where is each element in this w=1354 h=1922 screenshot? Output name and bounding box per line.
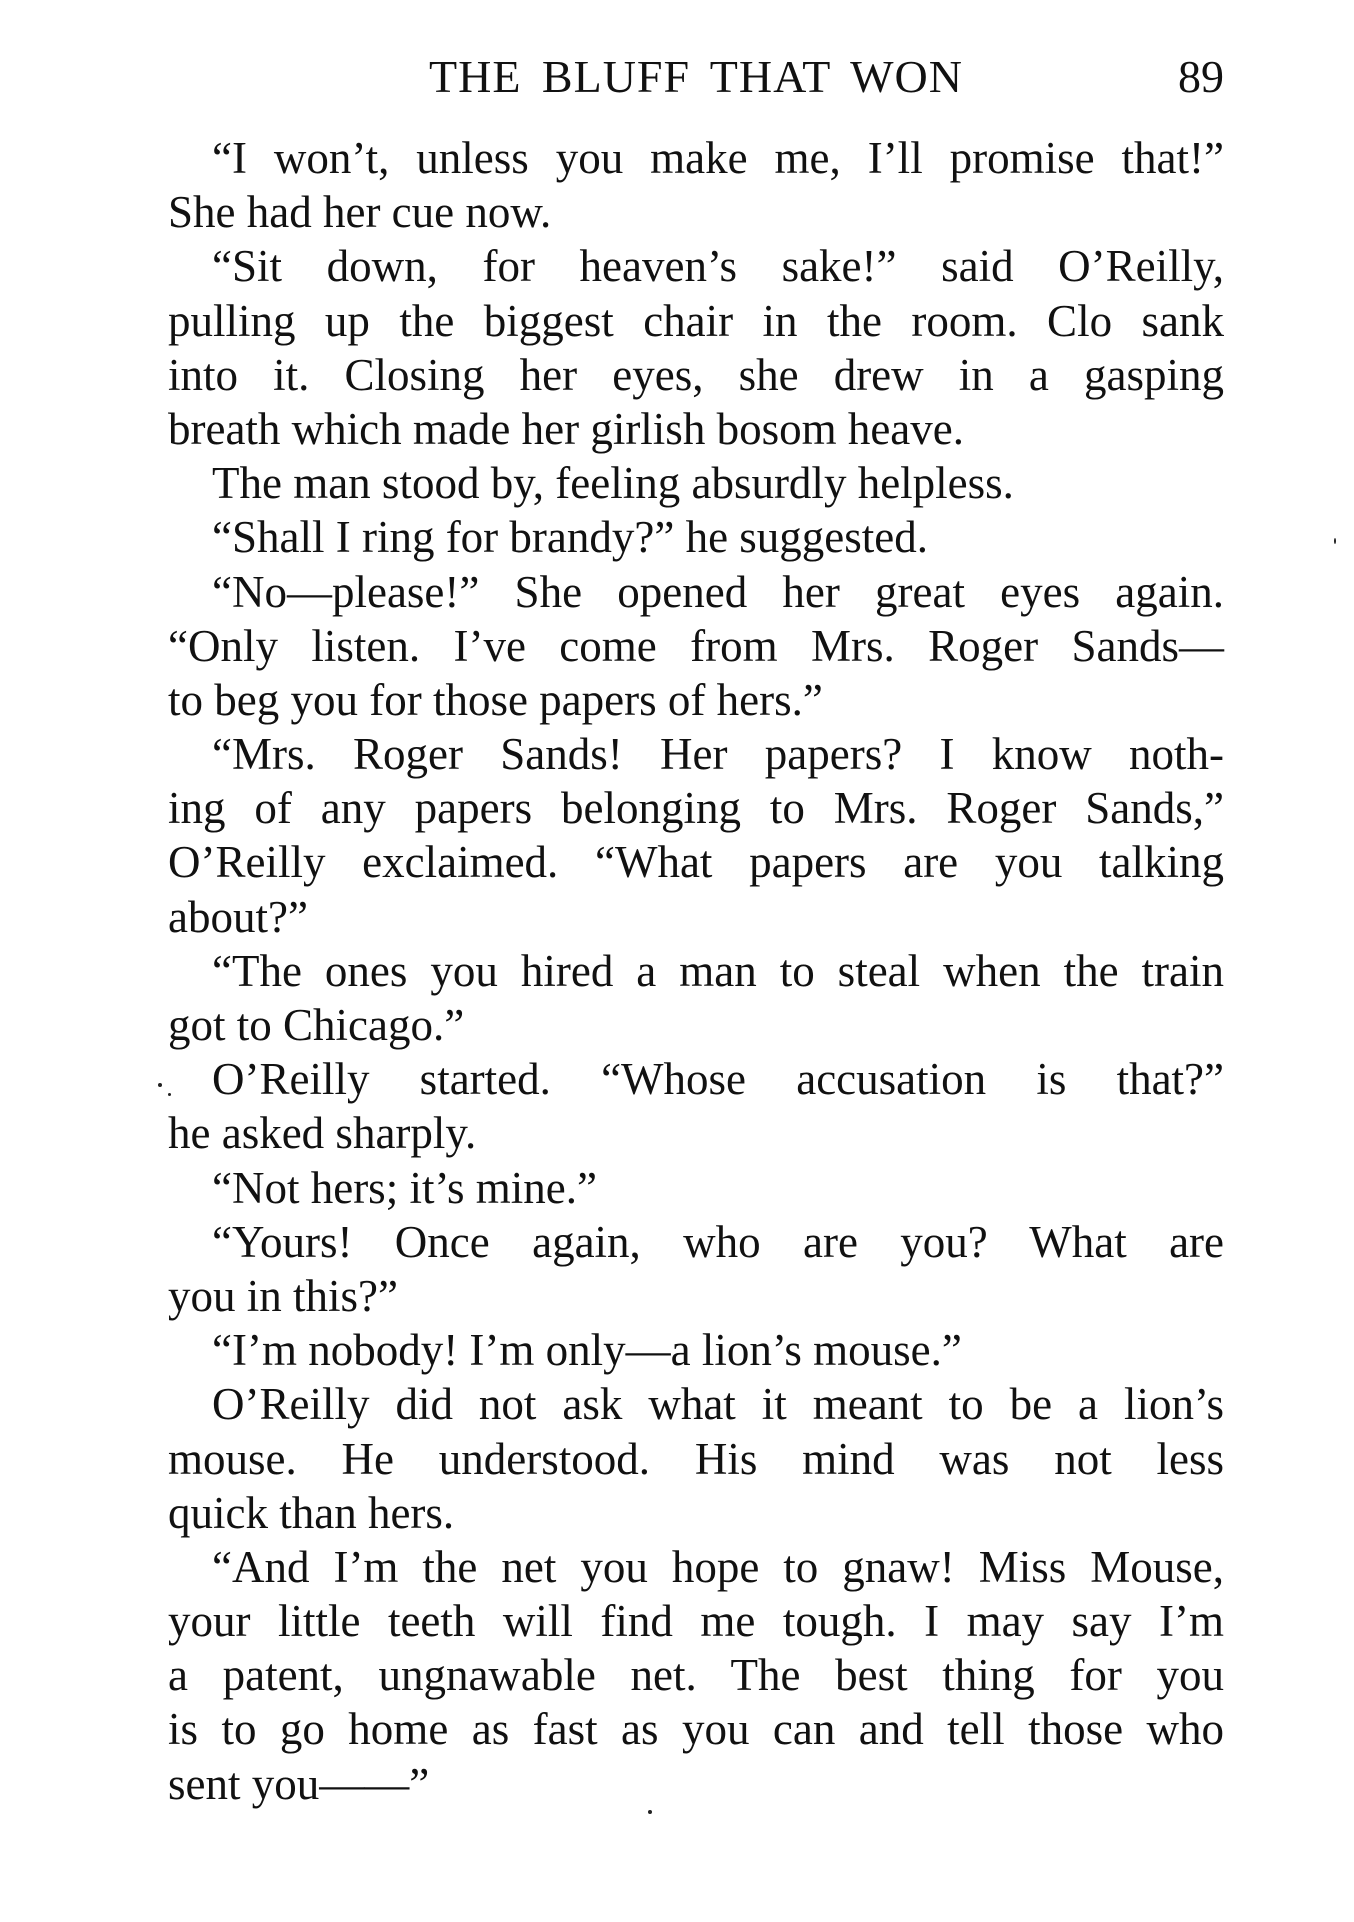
text-line: O’Reilly did not ask what it meant to be a lion’s [212, 1379, 1224, 1430]
text-line: sent you——” [168, 1758, 430, 1809]
text-line: “Not hers; it’s mine.” [212, 1162, 597, 1213]
text-line: about?” [168, 891, 308, 942]
print-speck [158, 1083, 162, 1087]
print-speck [1334, 538, 1336, 544]
text-line: “The ones you hired a man to steal when the train [212, 945, 1224, 996]
text-line: O’Reilly exclaimed. “What papers are you talking [168, 837, 1224, 888]
text-line: is to go home as fast as you can and tell those who [168, 1704, 1224, 1755]
text-line: “Mrs. Roger Sands! Her papers? I know noth- [212, 729, 1224, 780]
text-line: “I’m nobody! I’m only—a lion’s mouse.” [212, 1325, 962, 1376]
text-line: to beg you for those papers of hers.” [168, 674, 823, 725]
text-line: into it. Closing her eyes, she drew in a gasping [168, 349, 1224, 400]
text-line: mouse. He understood. His mind was not less [168, 1433, 1224, 1484]
text-line: a patent, ungnawable net. The best thing for you [168, 1650, 1224, 1701]
text-line: “Only listen. I’ve come from Mrs. Roger Sands— [168, 620, 1224, 671]
body-text [168, 131, 1224, 1811]
text-line: he asked sharply. [168, 1108, 477, 1159]
text-line: O’Reilly started. “Whose accusation is that?” [212, 1054, 1224, 1105]
page-number: 89 [1178, 51, 1224, 102]
text-line: “I won’t, unless you make me, I’ll promise that!” [212, 133, 1224, 183]
text-line: breath which made her girlish bosom heave. [168, 403, 965, 454]
text-line: “No—please!” She opened her great eyes again. [212, 566, 1224, 617]
text-line: pulling up the biggest chair in the room. Clo sank [168, 295, 1224, 346]
text-line: got to Chicago.” [168, 1000, 465, 1050]
text-line: The man stood by, feeling absurdly helpless. [212, 458, 1014, 509]
text-line: She had her cue now. [168, 187, 552, 238]
text-line: you in this?” [168, 1270, 398, 1321]
running-head [168, 44, 1224, 114]
running-title: THE BLUFF THAT WON [429, 51, 963, 102]
text-line: your little teeth will find me tough. I may say I’m [168, 1596, 1224, 1647]
text-line: “And I’m the net you hope to gnaw! Miss Mouse, [212, 1541, 1224, 1592]
text-line: “Yours! Once again, who are you? What are [212, 1216, 1224, 1267]
text-line: quick than hers. [168, 1487, 455, 1538]
print-speck [168, 1093, 171, 1096]
text-line: ing of any papers belonging to Mrs. Roger Sands,” [168, 783, 1224, 834]
text-line: “Sit down, for heaven’s sake!” said O’Reilly, [212, 241, 1224, 292]
text-line: “Shall I ring for brandy?” he suggested. [212, 512, 929, 563]
print-speck [648, 1810, 652, 1814]
